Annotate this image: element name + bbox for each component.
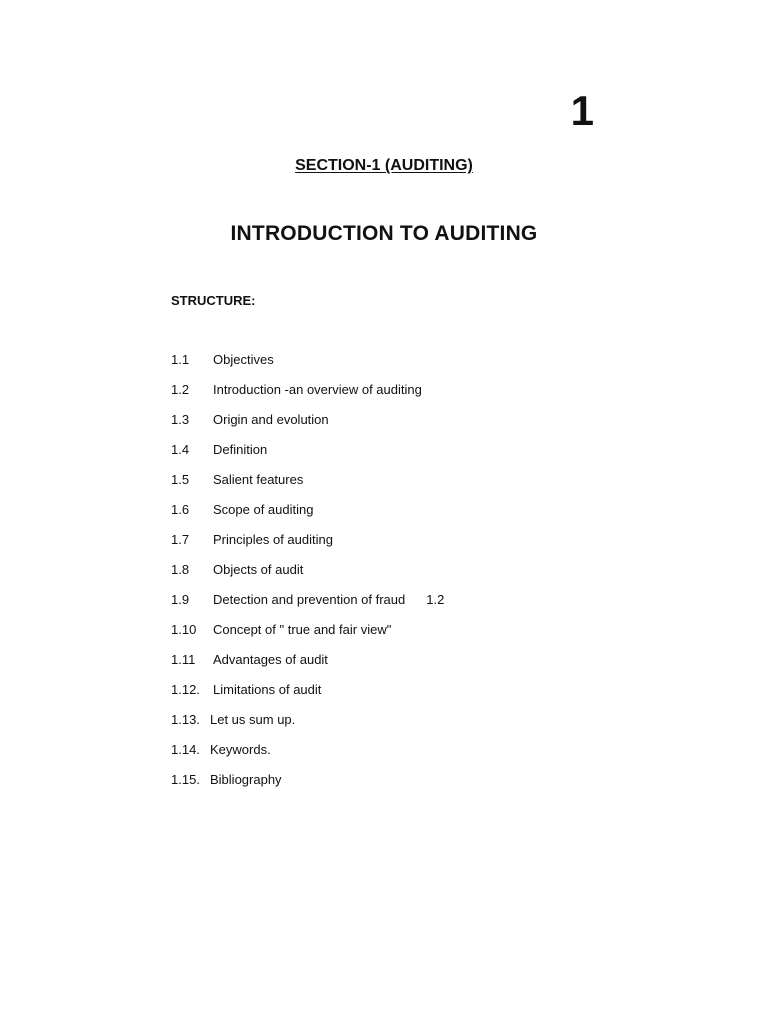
toc-item-number: 1.11 [171, 652, 196, 667]
toc-item-number: 1.9 [171, 592, 190, 607]
toc-item-number: 1.15. [171, 772, 200, 787]
toc-item [171, 562, 591, 592]
toc-item-title: Origin and evolution [213, 412, 329, 427]
toc-item [171, 682, 591, 712]
toc-item [171, 412, 591, 442]
toc-item-page-number: 1.2 [426, 592, 445, 607]
toc-item-number: 1.14. [171, 742, 200, 757]
toc-item [171, 502, 591, 532]
toc-item-number: 1.5 [171, 472, 190, 487]
chapter-title: INTRODUCTION TO AUDITING [230, 222, 538, 245]
toc-item [171, 622, 591, 652]
toc-item-title: Let us sum up. [210, 712, 296, 727]
toc-item-number: 1.13. [171, 712, 200, 727]
toc-item-title: Objects of audit [213, 562, 304, 577]
toc-item-number: 1.8 [171, 562, 190, 577]
toc-item-number: 1.10 [171, 622, 197, 637]
toc-item-number: 1.12. [171, 682, 200, 697]
toc-item-number: 1.4 [171, 442, 190, 457]
toc-item-title: Scope of auditing [213, 502, 314, 517]
toc-item [171, 592, 591, 622]
chapter-number: 1 [570, 87, 594, 134]
toc-item-title: Bibliography [210, 772, 282, 787]
toc-item-number: 1.2 [171, 382, 190, 397]
toc-item-number: 1.7 [171, 532, 190, 547]
toc-item [171, 712, 591, 742]
toc-item [171, 772, 591, 802]
section-heading: SECTION-1 (AUDITING) [295, 157, 473, 174]
toc-item [171, 742, 591, 772]
toc-item-title: Definition [213, 442, 268, 457]
toc-item [171, 532, 591, 562]
toc-item-title: Limitations of audit [213, 682, 322, 697]
toc-item-number: 1.6 [171, 502, 190, 517]
toc-item-title: Detection and prevention of fraud [213, 592, 406, 607]
toc-item-title: Advantages of audit [213, 652, 328, 667]
table-of-contents [171, 352, 591, 802]
toc-item [171, 472, 591, 502]
toc-item [171, 382, 591, 412]
toc-item-title: Keywords. [210, 742, 271, 757]
toc-item-title: Salient features [213, 472, 304, 487]
toc-item-title: Concept of " true and fair view" [213, 622, 392, 637]
toc-item-title: Principles of auditing [213, 532, 333, 547]
toc-item [171, 352, 591, 382]
toc-item [171, 442, 591, 472]
toc-item-title: Objectives [213, 352, 274, 367]
toc-item-number: 1.3 [171, 412, 190, 427]
toc-item [171, 652, 591, 682]
toc-item-number: 1.1 [171, 352, 190, 367]
structure-label: STRUCTURE: [171, 293, 256, 308]
toc-item-title: Introduction -an overview of auditing [213, 382, 422, 397]
